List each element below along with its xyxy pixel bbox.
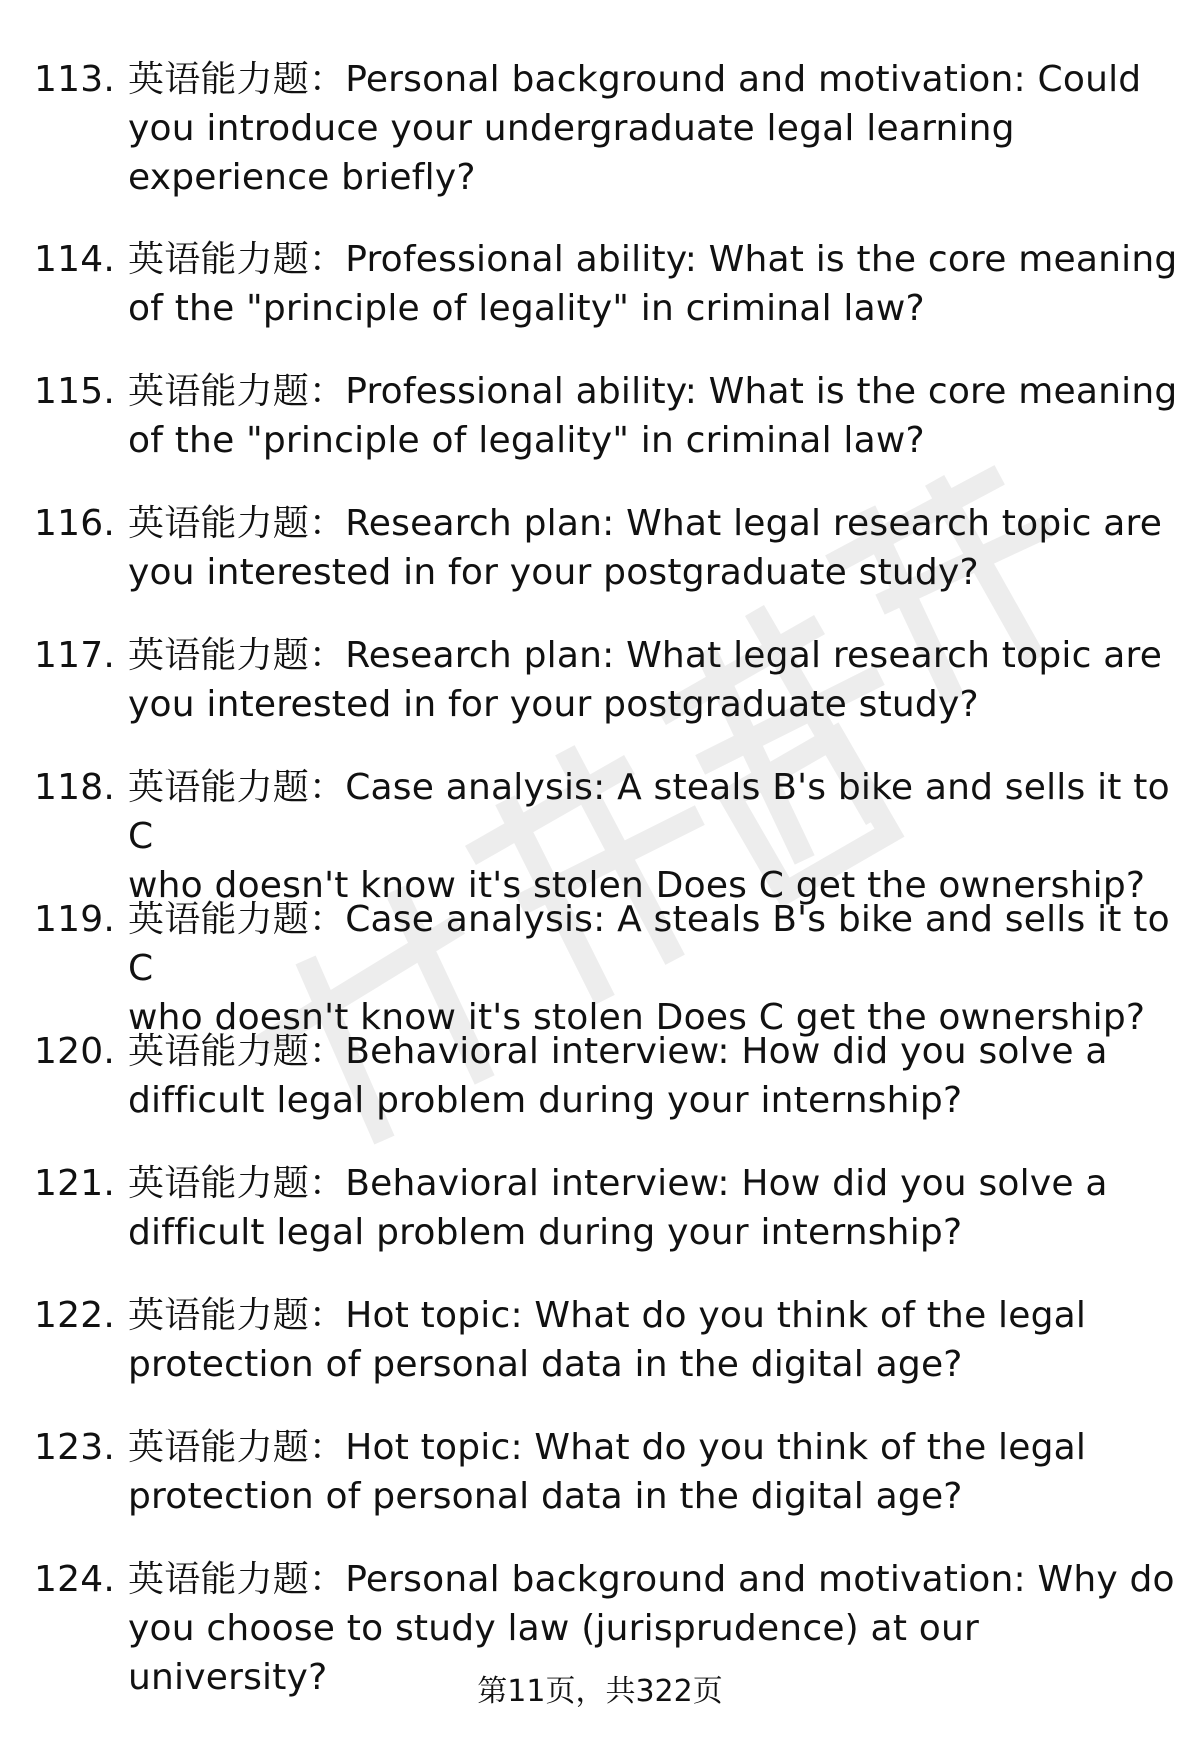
question-item — [0, 367, 1200, 467]
question-text: 英语能力题：Personal background and motivation: Why do you choose to study law (jurisprudence) at our university? — [128, 1559, 1175, 1698]
question-number: 124. — [34, 1559, 115, 1600]
question-item — [0, 631, 1200, 731]
question-text: 英语能力题：Hot topic: What do you think of the legal protection of personal data in the digital age? — [128, 1295, 1087, 1385]
question-number: 123. — [34, 1427, 115, 1468]
question-text: 英语能力题：Research plan: What legal research topic are you interested in for your postgraduate study? — [128, 503, 1163, 593]
question-item — [0, 1291, 1200, 1391]
question-number: 115. — [34, 371, 115, 412]
question-number: 121. — [34, 1163, 115, 1204]
question-item — [0, 55, 1200, 205]
question-number: 113. — [34, 59, 115, 100]
question-text: 英语能力题：Professional ability: What is the core meaning of the "principle of legality" in criminal law? — [128, 239, 1178, 329]
question-number: 116. — [34, 503, 115, 544]
question-number: 114. — [34, 239, 115, 280]
question-item — [0, 235, 1200, 335]
question-number: 118. — [34, 767, 115, 808]
question-number: 120. — [34, 1031, 115, 1072]
question-item — [0, 895, 1200, 1038]
question-text: 英语能力题：Case analysis: A steals B's bike and sells it to C who doesn't know it's stolen Does C get the ownership? — [128, 767, 1170, 906]
question-item — [0, 499, 1200, 599]
question-item — [0, 1423, 1200, 1523]
question-item — [0, 1159, 1200, 1259]
question-text: 英语能力题：Behavioral interview: How did you solve a difficult legal problem during your internship? — [128, 1163, 1108, 1253]
question-text: 英语能力题：Case analysis: A steals B's bike and sells it to C who doesn't know it's stolen Does C get the ownership? — [128, 899, 1170, 1038]
question-text: 英语能力题：Professional ability: What is the core meaning of the "principle of legality" in criminal law? — [128, 371, 1178, 461]
question-item — [0, 1027, 1200, 1127]
question-number: 119. — [34, 899, 115, 940]
question-text: 英语能力题：Hot topic: What do you think of the legal protection of personal data in the digital age? — [128, 1427, 1087, 1517]
page-footer: 第11页，共322页 — [477, 1674, 723, 1709]
question-number: 117. — [34, 635, 115, 676]
question-text: 英语能力题：Behavioral interview: How did you solve a difficult legal problem during your internship? — [128, 1031, 1108, 1121]
question-text: 英语能力题：Research plan: What legal research topic are you interested in for your postgraduate study? — [128, 635, 1163, 725]
question-item — [0, 763, 1200, 906]
question-text: 英语能力题：Personal background and motivation: Could you introduce your undergraduate legal learning experience briefly? — [128, 59, 1142, 198]
question-number: 122. — [34, 1295, 115, 1336]
